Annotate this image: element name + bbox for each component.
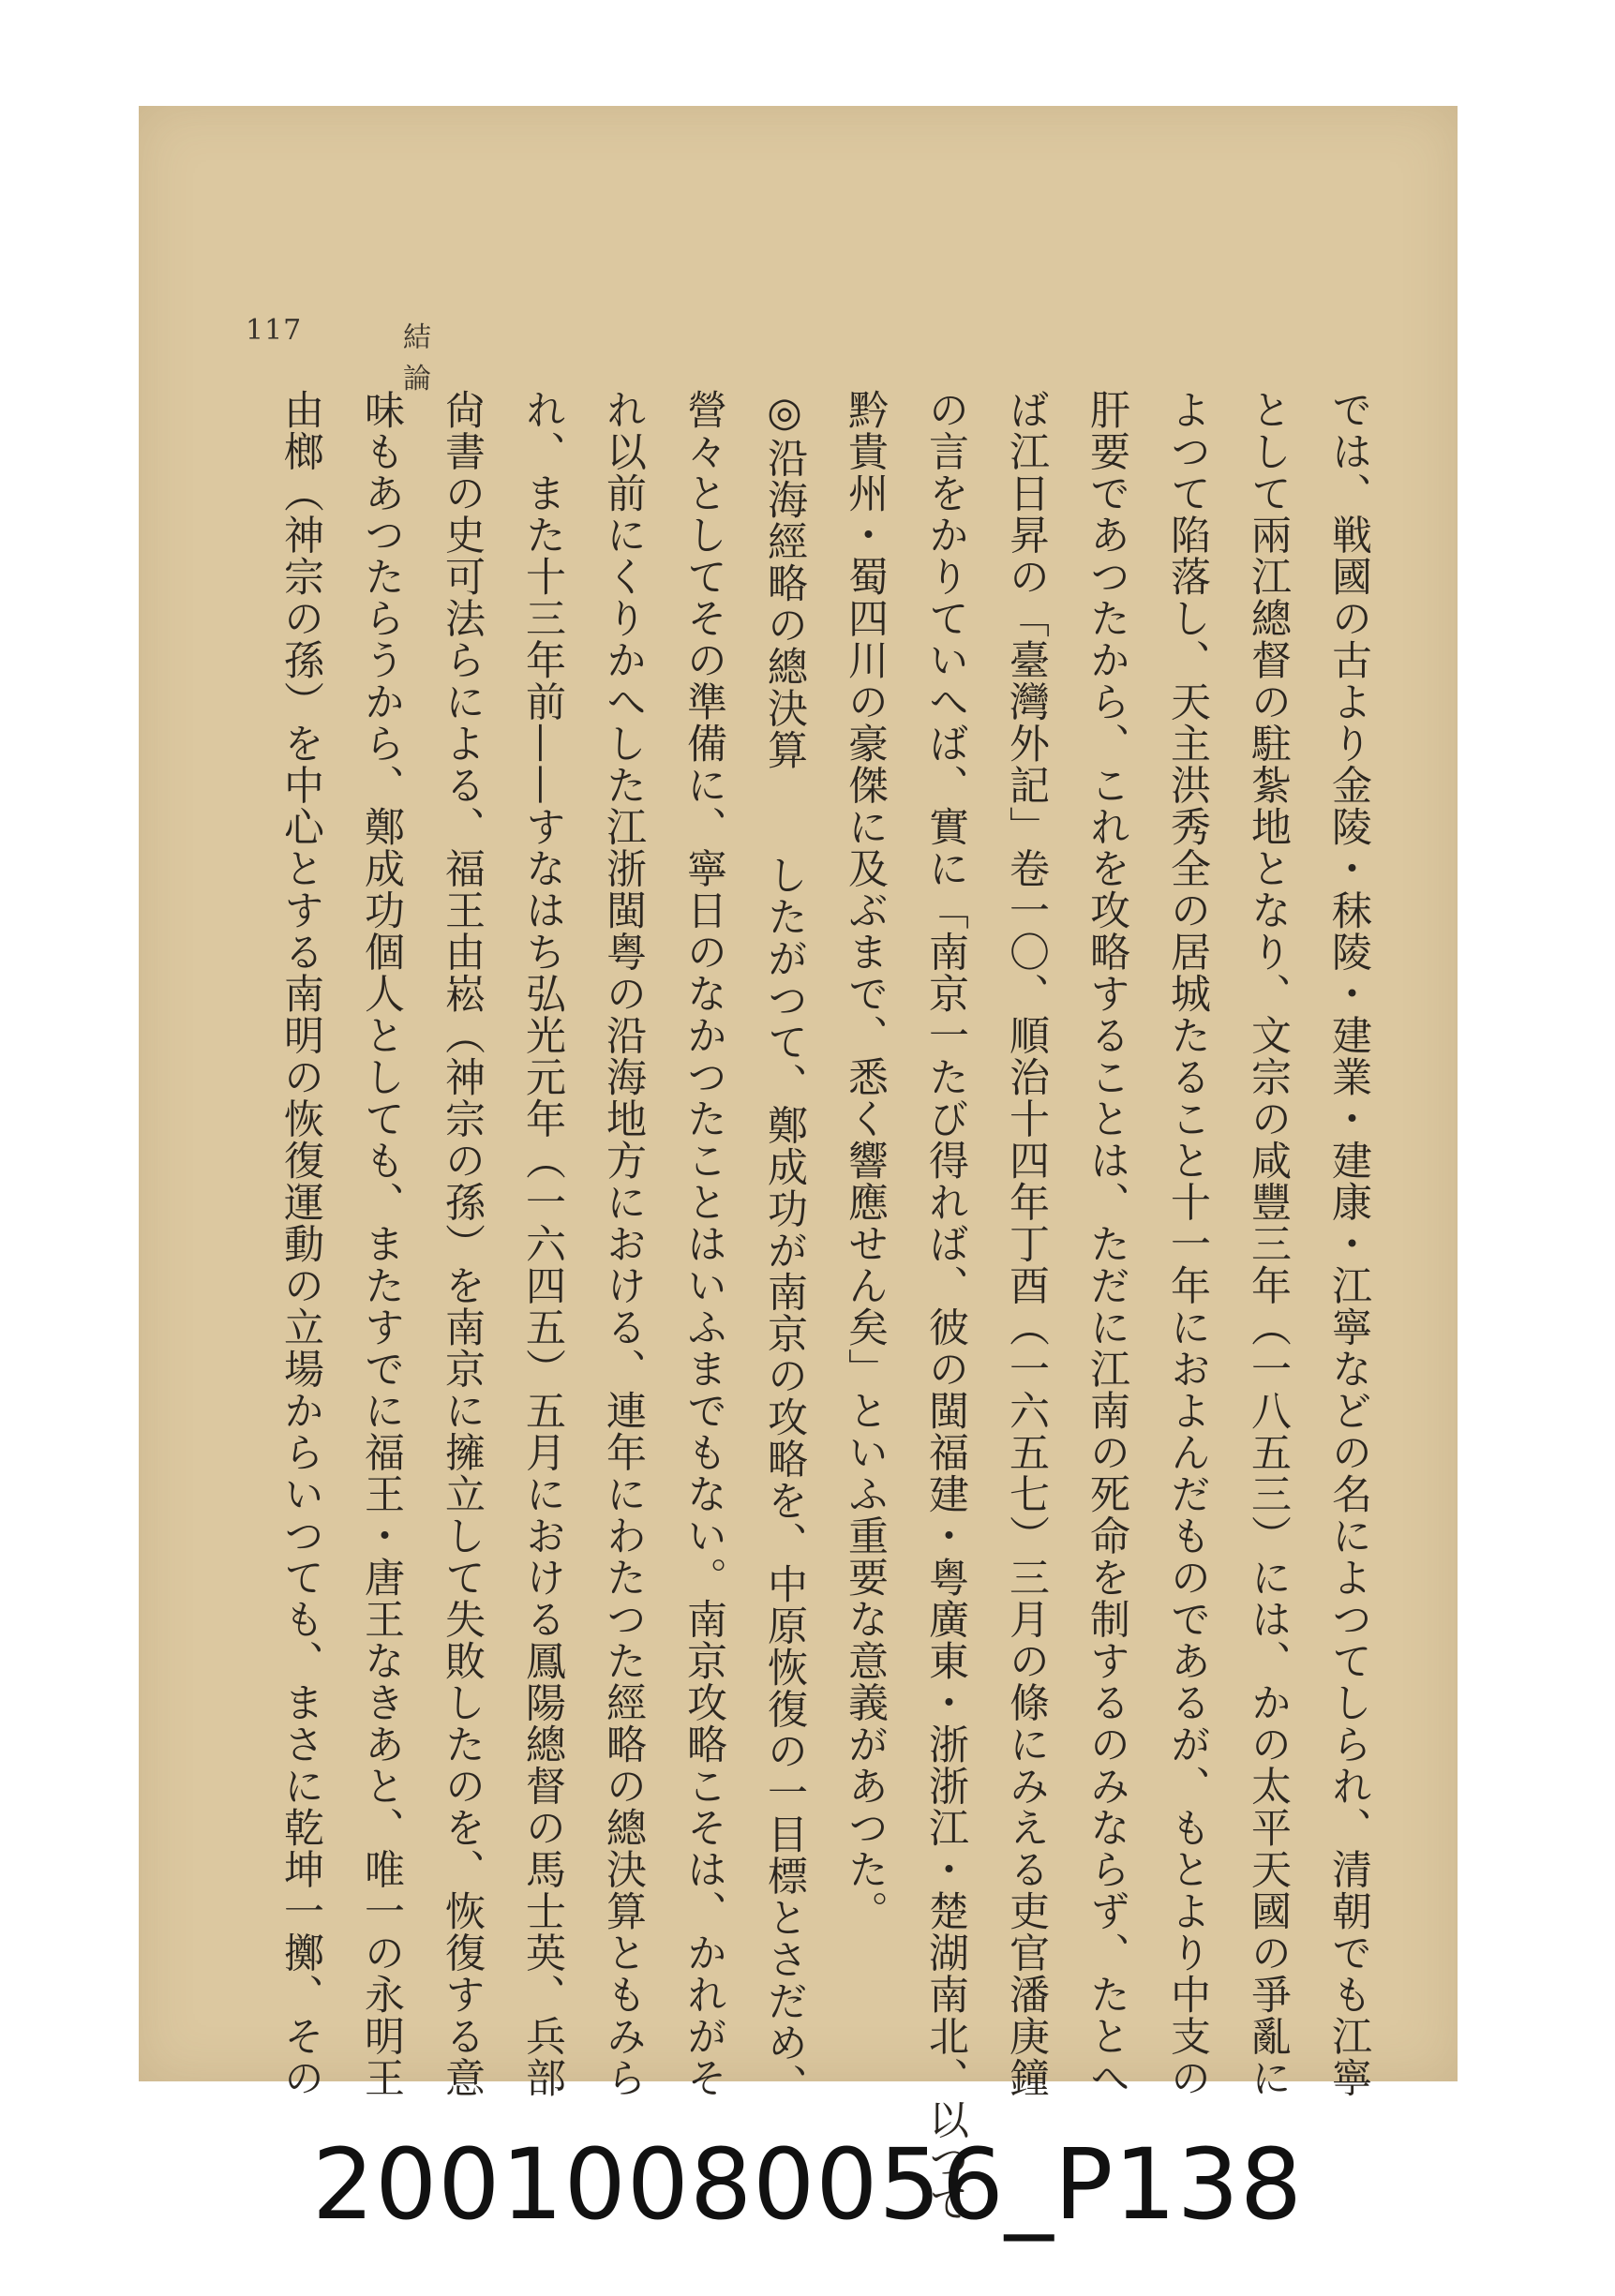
text-line: ば江日昇の「臺灣外記」卷一〇、順治十四年丁酉（一六五七）三月の條にみえる吏官潘庚鐘: [1003, 389, 1050, 2099]
text-line: 營々としてその準備に、寧日のなかつたことはいふまでもない。南京攻略こそは、かれがそ: [680, 389, 727, 2099]
text-line: よつて陷落し、天主洪秀全の居城たること十一年におよんだものであるが、もとより中支の: [1164, 389, 1211, 2099]
page-number: 117: [246, 314, 303, 347]
section-heading-line: ◎沿海經略の總決算 したがつて、鄭成功が南京の攻略を、中原恢復の一目標とさだめ、: [761, 389, 808, 2106]
text-line: 黔貴州・蜀四川の豪傑に及ぶまで、悉く響應せん矣」といふ重要な意義があつた。: [842, 389, 889, 1932]
text-line: 尙書の史可法らによる、福王由崧（神宗の孫）を南京に擁立して失敗したのを、恢復する意: [439, 389, 486, 2099]
text-line: 肝要であつたから、これを攻略することは、ただに江南の死命を制するのみならず、たとへ: [1084, 389, 1130, 2099]
text-line: れ、また十三年前——すなはち弘光元年（一六四五）五月における鳳陽總督の馬士英、兵部: [519, 389, 566, 2099]
running-title: 結論: [403, 321, 534, 395]
text-line: の言をかりていへば、實に「南京一たび得れば、彼の閩福建・粤廣東・浙浙江・楚湖南北、以つて: [922, 389, 969, 2224]
text-line: れ以前にくりかへした江浙閩粤の沿海地方における、連年にわたつた經略の總決算ともみら: [600, 389, 647, 2099]
text-line: として兩江總督の駐紮地となり、文宗の咸豐三年（一八五三）には、かの太平天國の爭亂に: [1245, 389, 1292, 2099]
text-line: 味もあつたらうから、鄭成功個人としても、またすでに福王・唐王なきあと、唯一の永明王: [358, 389, 405, 2099]
text-line: 由榔（神宗の孫）を中心とする南明の恢復運動の立場からいつても、まさに乾坤一擲、その: [277, 389, 324, 2099]
image-id-caption: 20010080056_P138: [311, 2127, 1304, 2242]
running-head: [246, 314, 658, 395]
text-line: では、戦國の古より金陵・秣陵・建業・建康・江寧などの名によつてしられ、清朝でも江寧: [1325, 389, 1372, 2099]
